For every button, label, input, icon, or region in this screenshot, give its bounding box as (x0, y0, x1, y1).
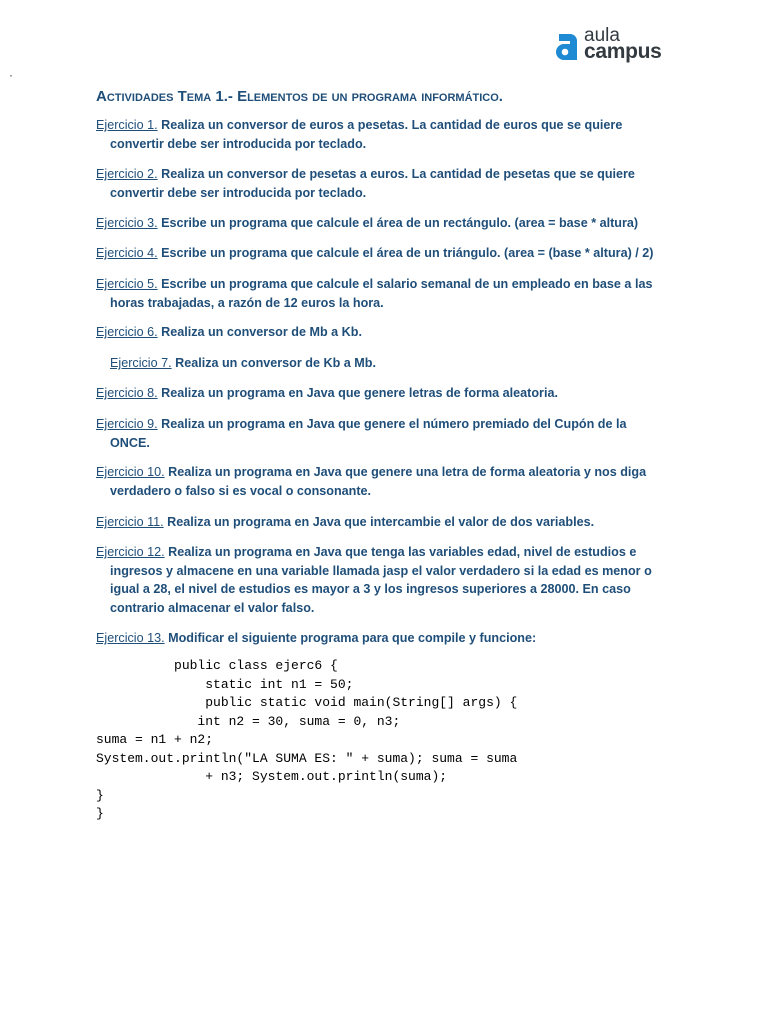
exercise-10 (96, 463, 665, 500)
exercise-13 (96, 629, 665, 648)
aulacampus-a-icon (553, 28, 580, 62)
code-block (96, 657, 517, 824)
exercise-8 (96, 384, 665, 403)
exercise-7 (110, 354, 665, 373)
stray-mark: · (9, 68, 13, 82)
exercise-text: Escribe un programa que calcule el salario semanal de un empleado en base a las horas trabajadas, a razón de 12 euros la hora. (110, 277, 653, 310)
exercise-text: Realiza un conversor de Mb a Kb. (157, 325, 362, 339)
exercise-label: Ejercicio 7. (110, 356, 172, 370)
exercise-label: Ejercicio 6. (96, 325, 158, 339)
exercise-text: Realiza un programa en Java que genere una letra de forma aleatoria y nos diga verdadero o falso si es vocal o consonante. (110, 465, 647, 498)
exercise-3 (96, 214, 665, 233)
exercise-text: Realiza un programa en Java que tenga las variables edad, nivel de estudios e ingresos y almacene en una variable llamada jasp el valor verdadero si la edad es menor o igual a 28, el nivel de estudios es mayor a 3 y los ingresos superiores a 28000. En caso contrario almacenar el valor falso. (110, 545, 652, 615)
exercise-label: Ejercicio 3. (96, 216, 158, 230)
exercise-label: Ejercicio 4. (96, 246, 158, 260)
exercise-1 (96, 116, 665, 153)
code-line: suma = n1 + n2; (96, 732, 214, 747)
exercise-label: Ejercicio 13. (96, 631, 165, 645)
exercise-text: Escribe un programa que calcule el área de un rectángulo. (area = base * altura) (157, 216, 639, 230)
exercise-label: Ejercicio 5. (96, 277, 158, 291)
exercise-12 (96, 543, 665, 617)
exercise-text: Realiza un conversor de Kb a Mb. (171, 356, 376, 370)
exercise-label: Ejercicio 12. (96, 545, 165, 559)
logo-text-aula: aula (584, 25, 620, 46)
exercise-label: Ejercicio 10. (96, 465, 165, 479)
exercise-text: Modificar el siguiente programa para que compile y funcione: (164, 631, 537, 645)
code-line: + n3; System.out.println(suma); (96, 769, 448, 784)
exercise-9 (96, 415, 665, 452)
exercise-text: Escribe un programa que calcule el área de un triángulo. (area = (base * altura) / 2) (157, 246, 654, 260)
exercise-label: Ejercicio 11. (96, 515, 164, 529)
code-line: System.out.println("LA SUMA ES: " + suma); suma = suma (96, 750, 518, 766)
exercise-text: Realiza un conversor de pesetas a euros. La cantidad de pesetas que se quiere convertir debe ser introducida por teclado. (110, 167, 635, 200)
exercise-4 (96, 244, 665, 263)
code-line: } (96, 787, 104, 803)
exercise-text: Realiza un programa en Java que genere el número premiado del Cupón de la ONCE. (110, 417, 627, 450)
exercise-label: Ejercicio 2. (96, 167, 158, 181)
code-line: } (96, 806, 104, 821)
exercise-11 (96, 513, 665, 532)
exercise-text: Realiza un programa en Java que intercambie el valor de dos variables. (163, 515, 595, 529)
exercise-text: Realiza un conversor de euros a pesetas. La cantidad de euros que se quiere convertir debe ser introducida por teclado. (110, 118, 623, 151)
code-line: public class ejerc6 { (96, 658, 338, 673)
exercise-5 (96, 275, 665, 312)
exercise-label: Ejercicio 9. (96, 417, 158, 431)
exercise-label: Ejercicio 1. (96, 118, 158, 132)
exercise-label: Ejercicio 8. (96, 386, 158, 400)
code-line: int n2 = 30, suma = 0, n3; (96, 713, 401, 729)
aulacampus-logo (553, 26, 663, 66)
exercise-2 (96, 165, 665, 202)
logo-text-campus: campus (584, 40, 662, 63)
exercise-text: Realiza un programa en Java que genere letras de forma aleatoria. (157, 386, 558, 400)
code-line: static int n1 = 50; (96, 676, 354, 692)
page-title: Actividades Tema 1.- Elementos de un programa informático. (96, 88, 503, 105)
exercise-6 (96, 323, 665, 342)
code-line: public static void main(String[] args) { (96, 695, 518, 710)
